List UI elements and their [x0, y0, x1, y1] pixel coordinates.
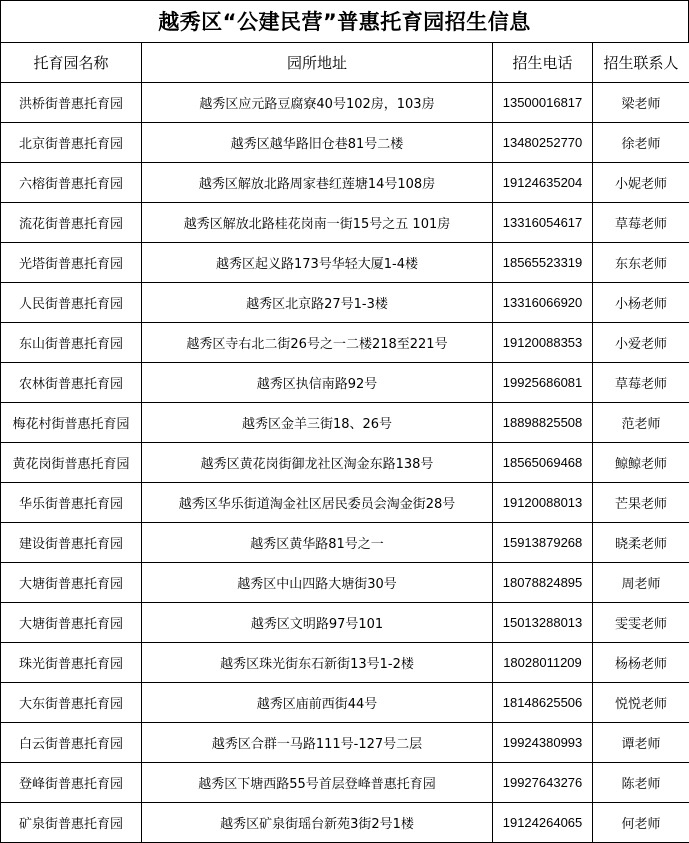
- cell-phone: 19924380993: [493, 723, 593, 763]
- cell-address: 越秀区黄花岗街御龙社区淘金东路138号: [142, 443, 493, 483]
- cell-contact: 芒果老师: [593, 483, 689, 523]
- cell-contact: 谭老师: [593, 723, 689, 763]
- cell-address: 越秀区执信南路92号: [142, 363, 493, 403]
- cell-contact: 小杨老师: [593, 283, 689, 323]
- cell-contact: 徐老师: [593, 123, 689, 163]
- cell-contact: 小爱老师: [593, 323, 689, 363]
- cell-phone: 19124635204: [493, 163, 593, 203]
- cell-address: 越秀区起义路173号华轻大厦1-4楼: [142, 243, 493, 283]
- table-row: [1, 603, 689, 643]
- table-row: [1, 123, 689, 163]
- cell-address: 越秀区华乐街道淘金社区居民委员会淘金街28号: [142, 483, 493, 523]
- cell-contact: 草莓老师: [593, 203, 689, 243]
- table-row: [1, 803, 689, 843]
- cell-address: 越秀区越华路旧仓巷81号二楼: [142, 123, 493, 163]
- cell-phone: 13316054617: [493, 203, 593, 243]
- cell-nursery-name: 大塘街普惠托育园: [1, 563, 142, 603]
- cell-phone: 13316066920: [493, 283, 593, 323]
- table-row: [1, 363, 689, 403]
- table-row: [1, 483, 689, 523]
- cell-address: 越秀区北京路27号1-3楼: [142, 283, 493, 323]
- cell-phone: 13480252770: [493, 123, 593, 163]
- table-row: [1, 283, 689, 323]
- cell-phone: 18565069468: [493, 443, 593, 483]
- cell-contact: 小妮老师: [593, 163, 689, 203]
- cell-address: 越秀区矿泉街瑶台新苑3街2号1楼: [142, 803, 493, 843]
- cell-phone: 18028011209: [493, 643, 593, 683]
- header-row: [1, 43, 689, 83]
- cell-nursery-name: 大塘街普惠托育园: [1, 603, 142, 643]
- cell-address: 越秀区庙前西街44号: [142, 683, 493, 723]
- cell-address: 越秀区文明路97号101: [142, 603, 493, 643]
- cell-nursery-name: 大东街普惠托育园: [1, 683, 142, 723]
- cell-address: 越秀区解放北路桂花岗南一街15号之五 101房: [142, 203, 493, 243]
- table-row: [1, 683, 689, 723]
- cell-nursery-name: 黄花岗街普惠托育园: [1, 443, 142, 483]
- cell-nursery-name: 矿泉街普惠托育园: [1, 803, 142, 843]
- cell-address: 越秀区下塘西路55号首层登峰普惠托育园: [142, 763, 493, 803]
- cell-nursery-name: 人民街普惠托育园: [1, 283, 142, 323]
- table-row: [1, 203, 689, 243]
- cell-address: 越秀区中山四路大塘街30号: [142, 563, 493, 603]
- cell-nursery-name: 东山街普惠托育园: [1, 323, 142, 363]
- page-title: 越秀区“公建民营”普惠托育园招生信息: [0, 0, 689, 42]
- cell-nursery-name: 光塔街普惠托育园: [1, 243, 142, 283]
- cell-phone: 15913879268: [493, 523, 593, 563]
- cell-nursery-name: 流花街普惠托育园: [1, 203, 142, 243]
- cell-phone: 19124264065: [493, 803, 593, 843]
- cell-nursery-name: 农林街普惠托育园: [1, 363, 142, 403]
- enrollment-table: [0, 42, 689, 843]
- table-row: [1, 323, 689, 363]
- cell-contact: 鲸鲸老师: [593, 443, 689, 483]
- column-header-phone: 招生电话: [493, 43, 593, 83]
- cell-nursery-name: 北京街普惠托育园: [1, 123, 142, 163]
- cell-address: 越秀区珠光街东石新街13号1-2楼: [142, 643, 493, 683]
- cell-phone: 19120088353: [493, 323, 593, 363]
- cell-address: 越秀区金羊三街18、26号: [142, 403, 493, 443]
- column-header-contact: 招生联系人: [593, 43, 689, 83]
- cell-nursery-name: 华乐街普惠托育园: [1, 483, 142, 523]
- cell-nursery-name: 登峰街普惠托育园: [1, 763, 142, 803]
- cell-nursery-name: 梅花村街普惠托育园: [1, 403, 142, 443]
- cell-nursery-name: 洪桥街普惠托育园: [1, 83, 142, 123]
- cell-contact: 何老师: [593, 803, 689, 843]
- cell-phone: 18565523319: [493, 243, 593, 283]
- table-row: [1, 403, 689, 443]
- cell-phone: 13500016817: [493, 83, 593, 123]
- cell-nursery-name: 六榕街普惠托育园: [1, 163, 142, 203]
- cell-phone: 19925686081: [493, 363, 593, 403]
- cell-contact: 杨杨老师: [593, 643, 689, 683]
- table-row: [1, 763, 689, 803]
- cell-phone: 15013288013: [493, 603, 593, 643]
- cell-phone: 19927643276: [493, 763, 593, 803]
- cell-contact: 陈老师: [593, 763, 689, 803]
- table-row: [1, 643, 689, 683]
- table-row: [1, 163, 689, 203]
- table-row: [1, 443, 689, 483]
- cell-address: 越秀区寺右北二街26号之一二楼218至221号: [142, 323, 493, 363]
- cell-contact: 雯雯老师: [593, 603, 689, 643]
- cell-contact: 悦悦老师: [593, 683, 689, 723]
- cell-phone: 19120088013: [493, 483, 593, 523]
- table-row: [1, 723, 689, 763]
- cell-contact: 梁老师: [593, 83, 689, 123]
- cell-phone: 18078824895: [493, 563, 593, 603]
- cell-contact: 东东老师: [593, 243, 689, 283]
- cell-contact: 晓柔老师: [593, 523, 689, 563]
- table-row: [1, 563, 689, 603]
- cell-phone: 18898825508: [493, 403, 593, 443]
- cell-address: 越秀区解放北路周家巷红莲塘14号108房: [142, 163, 493, 203]
- cell-contact: 草莓老师: [593, 363, 689, 403]
- cell-nursery-name: 白云街普惠托育园: [1, 723, 142, 763]
- cell-contact: 周老师: [593, 563, 689, 603]
- cell-nursery-name: 珠光街普惠托育园: [1, 643, 142, 683]
- table-row: [1, 243, 689, 283]
- table-row: [1, 523, 689, 563]
- cell-address: 越秀区应元路豆腐寮40号102房，103房: [142, 83, 493, 123]
- cell-nursery-name: 建设街普惠托育园: [1, 523, 142, 563]
- column-header-address: 园所地址: [142, 43, 493, 83]
- table-row: [1, 83, 689, 123]
- cell-address: 越秀区合群一马路111号-127号二层: [142, 723, 493, 763]
- cell-address: 越秀区黄华路81号之一: [142, 523, 493, 563]
- cell-phone: 18148625506: [493, 683, 593, 723]
- cell-contact: 范老师: [593, 403, 689, 443]
- column-header-name: 托育园名称: [1, 43, 142, 83]
